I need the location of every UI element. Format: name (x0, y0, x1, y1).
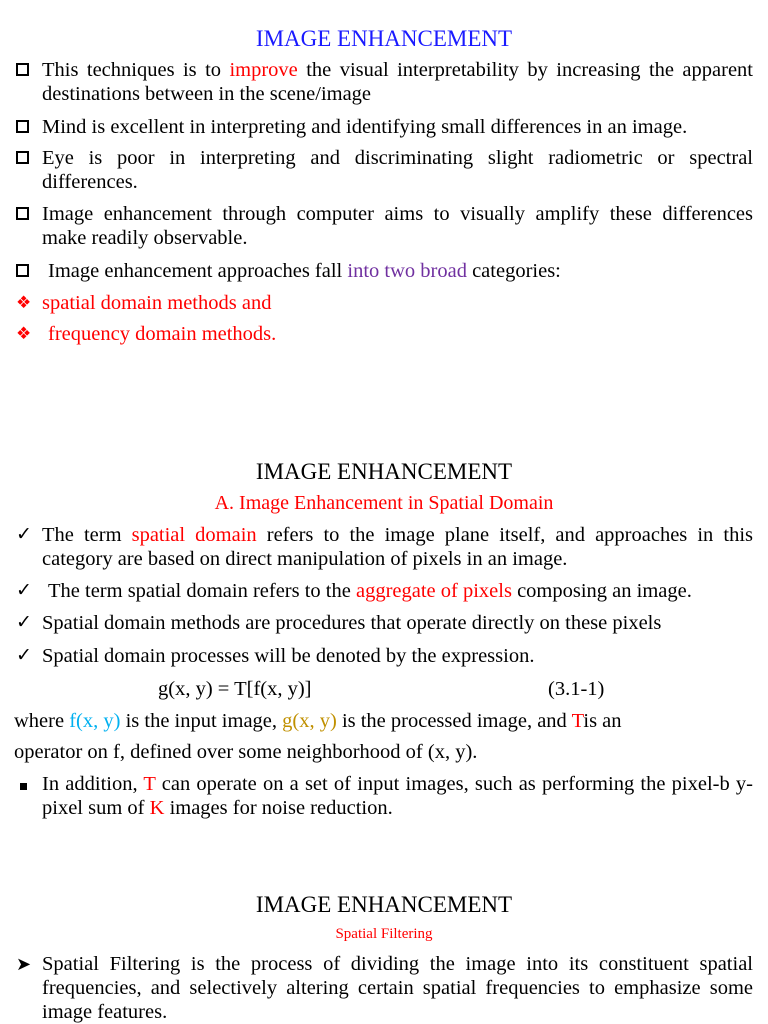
checkmark-icon: ✓ (16, 612, 32, 633)
check-text: Spatial domain methods are procedures that operate directly on these pixels (42, 612, 662, 634)
bullet-text: Eye is poor in interpreting and discriminating slight radiometric or spectral differences. (42, 147, 753, 193)
bullet-text: This techniques is to improve the visual interpretability by increasing the apparent destinations between in the scene/image (42, 59, 754, 105)
checkbox-bullet-icon (16, 146, 40, 170)
diamond-bullet-icon: ❖ (16, 293, 32, 312)
checkbox-bullet-icon (16, 58, 40, 82)
slide-1-title: IMAGE ENHANCEMENT (255, 26, 513, 51)
square-text: In addition, T can operate on a set of input images, such as performing the pixel-b y-pixel sum of K images for noise reduction. (42, 773, 753, 819)
diamond-bullet-icon: ❖ (16, 324, 32, 343)
diamond-text: frequency domain methods. (48, 323, 277, 345)
checkbox-bullet-icon (16, 259, 40, 283)
checkmark-icon: ✓ (16, 524, 32, 545)
check-text: The term spatial domain refers to the aggregate of pixels composing an image. (48, 580, 692, 602)
slide-3-title: IMAGE ENHANCEMENT (255, 892, 513, 917)
where-line: where f(x, y) is the input image, g(x, y) is the processed image, and Tis an (14, 710, 622, 732)
arrow-bullet-icon: ➤ (16, 954, 32, 974)
equation-number: (3.1-1) (548, 678, 605, 700)
slide-2-title: IMAGE ENHANCEMENT (255, 459, 513, 484)
arrow-text: Spatial Filtering is the process of dividing the image into its constituent spatial frequencies, and selectively altering certain spatial frequencies to emphasize some image features. (42, 953, 753, 1023)
checkbox-bullet-icon (16, 115, 40, 139)
check-text: The term spatial domain refers to the image plane itself, and approaches in this category are based on direct manipulation of pixels in an image. (42, 524, 753, 570)
checkbox-bullet-icon (16, 202, 40, 226)
bullet-text: Mind is excellent in interpreting and identifying small differences in an image. (42, 116, 688, 138)
equation: g(x, y) = T[f(x, y)] (158, 678, 312, 700)
slide-3-subtitle: Spatial Filtering (335, 926, 433, 942)
square-bullet-icon (16, 772, 40, 796)
check-text: Spatial domain processes will be denoted by the expression. (42, 645, 535, 667)
checkmark-icon: ✓ (16, 645, 32, 666)
slide-2-subtitle: A. Image Enhancement in Spatial Domain (214, 492, 554, 514)
where-line-2: operator on f, defined over some neighborhood of (x, y). (14, 741, 478, 763)
bullet-text: Image enhancement approaches fall into two broad categories: (48, 260, 561, 282)
bullet-text: Image enhancement through computer aims to visually amplify these differences make readily observable. (42, 203, 753, 249)
checkmark-icon: ✓ (16, 580, 32, 601)
diamond-text: spatial domain methods and (42, 292, 272, 314)
